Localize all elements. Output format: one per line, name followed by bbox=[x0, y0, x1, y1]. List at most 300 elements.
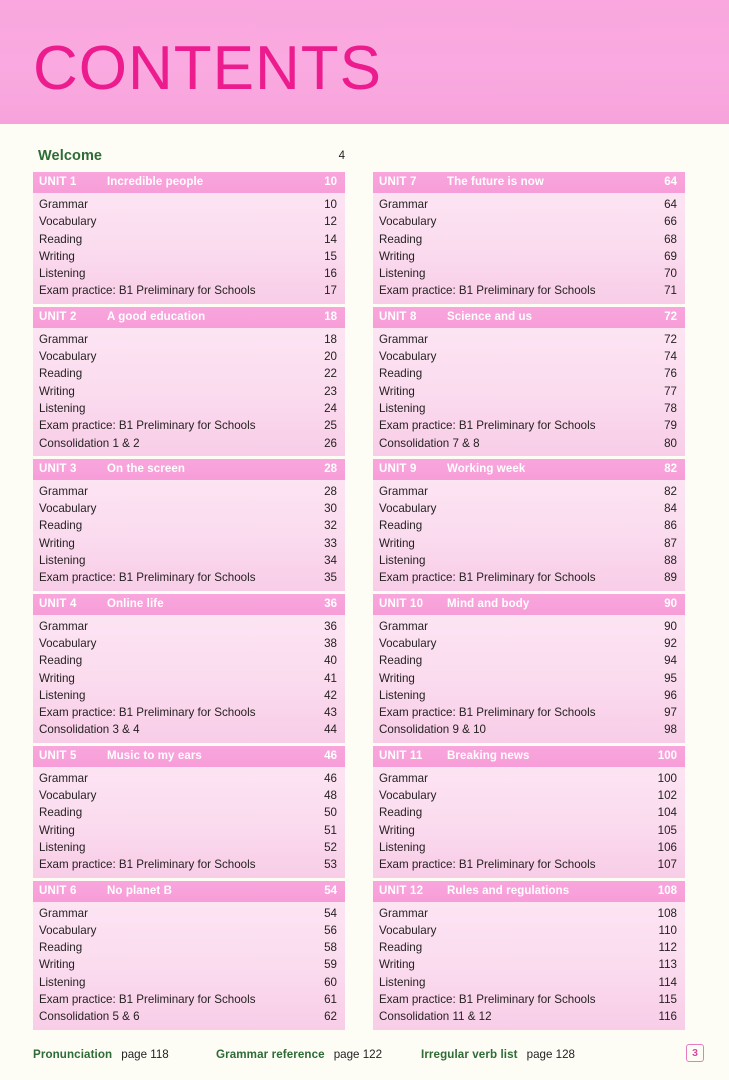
unit-row-label: Reading bbox=[379, 941, 423, 955]
unit-title: On the screen bbox=[107, 462, 185, 475]
unit-row-page-number: 48 bbox=[324, 789, 337, 803]
unit-number: UNIT 12 bbox=[379, 884, 424, 897]
unit-title: Rules and regulations bbox=[447, 884, 570, 897]
unit-row-label: Grammar bbox=[379, 332, 428, 346]
unit-row-page-number: 68 bbox=[664, 232, 677, 246]
unit-header[interactable] bbox=[373, 746, 685, 767]
unit-page-number: 100 bbox=[657, 749, 677, 762]
unit-row-label: Reading bbox=[39, 941, 83, 955]
unit-row[interactable] bbox=[373, 635, 685, 652]
unit-row[interactable] bbox=[373, 839, 685, 856]
unit-row-list bbox=[373, 902, 685, 1030]
unit-number: UNIT 6 bbox=[39, 884, 77, 897]
unit-row-label: Listening bbox=[379, 975, 426, 989]
unit-row-label: Consolidation 1 & 2 bbox=[39, 436, 140, 450]
unit-row[interactable] bbox=[33, 974, 345, 991]
unit-row-page-number: 16 bbox=[324, 267, 337, 281]
unit-header[interactable] bbox=[33, 594, 345, 615]
unit-row[interactable] bbox=[33, 652, 345, 669]
unit-row[interactable] bbox=[33, 991, 345, 1008]
unit-row[interactable] bbox=[373, 939, 685, 956]
unit-row[interactable] bbox=[33, 1008, 345, 1025]
unit-row[interactable] bbox=[33, 365, 345, 382]
unit-header[interactable] bbox=[33, 746, 345, 767]
unit-row-label: Listening bbox=[39, 975, 86, 989]
unit-header[interactable] bbox=[373, 459, 685, 480]
unit-row-page-number: 56 bbox=[324, 923, 337, 937]
unit-row[interactable] bbox=[33, 248, 345, 265]
unit-row[interactable] bbox=[33, 282, 345, 299]
unit-row-label: Vocabulary bbox=[379, 923, 437, 937]
unit-block bbox=[33, 881, 345, 1030]
unit-row-page-number: 54 bbox=[324, 906, 337, 920]
unit-row-label: Exam practice: B1 Preliminary for Schools bbox=[379, 571, 596, 585]
unit-row[interactable] bbox=[373, 552, 685, 569]
unit-row-page-number: 42 bbox=[324, 688, 337, 702]
unit-row-label: Exam practice: B1 Preliminary for Schools bbox=[39, 419, 256, 433]
contents-column-left bbox=[33, 172, 345, 1033]
unit-row-page-number: 115 bbox=[658, 992, 677, 1006]
unit-row[interactable] bbox=[373, 1008, 685, 1025]
unit-block bbox=[373, 307, 685, 456]
unit-row-list bbox=[373, 193, 685, 304]
unit-row-label: Grammar bbox=[39, 619, 88, 633]
unit-row[interactable] bbox=[373, 331, 685, 348]
unit-row-label: Consolidation 7 & 8 bbox=[379, 436, 480, 450]
unit-row[interactable] bbox=[373, 282, 685, 299]
unit-row[interactable] bbox=[373, 652, 685, 669]
unit-row-page-number: 97 bbox=[664, 706, 677, 720]
unit-row-label: Listening bbox=[39, 401, 86, 415]
unit-row[interactable] bbox=[33, 435, 345, 452]
unit-row-label: Writing bbox=[39, 384, 75, 398]
unit-row[interactable] bbox=[33, 552, 345, 569]
unit-row[interactable] bbox=[33, 400, 345, 417]
unit-row[interactable] bbox=[33, 196, 345, 213]
unit-row-label: Vocabulary bbox=[39, 636, 97, 650]
unit-row-label: Writing bbox=[379, 536, 415, 550]
unit-row-page-number: 114 bbox=[658, 975, 677, 989]
unit-row-page-number: 108 bbox=[657, 906, 677, 920]
unit-page-number: 28 bbox=[324, 462, 337, 475]
unit-title: Mind and body bbox=[447, 597, 530, 610]
page-title: CONTENTS bbox=[33, 34, 382, 103]
unit-row-page-number: 25 bbox=[324, 419, 337, 433]
unit-row-page-number: 90 bbox=[664, 619, 677, 633]
unit-row-label: Consolidation 3 & 4 bbox=[39, 723, 140, 737]
unit-row-list bbox=[373, 480, 685, 591]
unit-row-label: Vocabulary bbox=[39, 215, 97, 229]
unit-row-label: Grammar bbox=[379, 771, 428, 785]
unit-row-label: Consolidation 5 & 6 bbox=[39, 1010, 140, 1024]
unit-row-label: Vocabulary bbox=[379, 789, 437, 803]
unit-title: Online life bbox=[107, 597, 164, 610]
contents-column-right bbox=[373, 172, 685, 1033]
unit-number: UNIT 11 bbox=[379, 749, 423, 762]
unit-row[interactable] bbox=[373, 483, 685, 500]
unit-row-list bbox=[33, 767, 345, 878]
unit-row[interactable] bbox=[373, 569, 685, 586]
unit-row-label: Listening bbox=[379, 401, 426, 415]
unit-row[interactable] bbox=[373, 787, 685, 804]
unit-header[interactable] bbox=[373, 307, 685, 328]
unit-row[interactable] bbox=[33, 483, 345, 500]
unit-row-page-number: 61 bbox=[324, 992, 337, 1006]
unit-row-label: Vocabulary bbox=[39, 923, 97, 937]
footer-page-ref: page 128 bbox=[526, 1048, 575, 1061]
unit-row-page-number: 102 bbox=[657, 789, 677, 803]
unit-row[interactable] bbox=[33, 500, 345, 517]
unit-row-page-number: 43 bbox=[324, 706, 337, 720]
unit-block bbox=[373, 459, 685, 591]
unit-row-page-number: 34 bbox=[324, 554, 337, 568]
unit-row-page-number: 22 bbox=[324, 367, 337, 381]
unit-row-label: Reading bbox=[379, 654, 423, 668]
unit-row[interactable] bbox=[373, 400, 685, 417]
unit-row-page-number: 62 bbox=[324, 1010, 337, 1024]
unit-row[interactable] bbox=[33, 213, 345, 230]
unit-row[interactable] bbox=[373, 704, 685, 721]
unit-row-page-number: 69 bbox=[664, 249, 677, 263]
unit-row[interactable] bbox=[373, 822, 685, 839]
unit-row-list bbox=[33, 193, 345, 304]
unit-row[interactable] bbox=[373, 956, 685, 973]
unit-block bbox=[33, 172, 345, 304]
unit-row-label: Consolidation 9 & 10 bbox=[379, 723, 486, 737]
unit-row[interactable] bbox=[33, 770, 345, 787]
unit-row-page-number: 107 bbox=[657, 858, 677, 872]
unit-row[interactable] bbox=[33, 348, 345, 365]
unit-row-label: Reading bbox=[379, 519, 423, 533]
unit-number: UNIT 7 bbox=[379, 176, 417, 188]
unit-row[interactable] bbox=[33, 905, 345, 922]
unit-row-label: Reading bbox=[379, 232, 423, 246]
unit-row-page-number: 64 bbox=[664, 198, 677, 211]
unit-row-page-number: 10 bbox=[324, 198, 337, 211]
unit-page-number: 46 bbox=[324, 749, 337, 762]
unit-row-label: Exam practice: B1 Preliminary for Schools bbox=[379, 858, 596, 872]
footer-page-ref: page 118 bbox=[121, 1048, 169, 1061]
unit-row-label: Writing bbox=[39, 249, 75, 263]
unit-row-label: Exam practice: B1 Preliminary for Schools bbox=[39, 571, 256, 585]
unit-row-page-number: 38 bbox=[324, 636, 337, 650]
unit-title: Science and us bbox=[447, 310, 533, 323]
unit-row-label: Vocabulary bbox=[379, 502, 437, 516]
unit-row-label: Exam practice: B1 Preliminary for Schools bbox=[39, 992, 256, 1006]
unit-page-number: 90 bbox=[664, 597, 677, 610]
unit-row-page-number: 98 bbox=[664, 723, 677, 737]
unit-row[interactable] bbox=[373, 500, 685, 517]
unit-row-list bbox=[373, 328, 685, 456]
unit-row-list bbox=[373, 615, 685, 743]
unit-row[interactable] bbox=[373, 383, 685, 400]
unit-title: Incredible people bbox=[107, 176, 204, 188]
unit-row-label: Grammar bbox=[39, 771, 88, 785]
unit-row-page-number: 12 bbox=[324, 215, 337, 229]
unit-block bbox=[33, 594, 345, 743]
unit-row[interactable] bbox=[373, 248, 685, 265]
unit-page-number: 108 bbox=[657, 884, 677, 897]
unit-header[interactable] bbox=[33, 881, 345, 902]
unit-row-list bbox=[33, 902, 345, 1030]
unit-row-label: Consolidation 11 & 12 bbox=[379, 1010, 492, 1024]
unit-row[interactable] bbox=[33, 787, 345, 804]
unit-page-number: 64 bbox=[664, 176, 677, 188]
unit-row-page-number: 50 bbox=[324, 806, 337, 820]
unit-title: Music to my ears bbox=[107, 749, 202, 762]
unit-row-list bbox=[33, 480, 345, 591]
unit-row[interactable] bbox=[373, 770, 685, 787]
unit-row-page-number: 14 bbox=[324, 232, 337, 246]
unit-row[interactable] bbox=[33, 417, 345, 434]
unit-row[interactable] bbox=[373, 213, 685, 230]
masthead-band bbox=[0, 0, 729, 124]
unit-row-page-number: 51 bbox=[324, 823, 337, 837]
unit-row-label: Vocabulary bbox=[379, 215, 437, 229]
unit-row-page-number: 74 bbox=[664, 350, 677, 364]
unit-row[interactable] bbox=[373, 922, 685, 939]
unit-row-page-number: 33 bbox=[324, 536, 337, 550]
unit-row-page-number: 77 bbox=[664, 384, 677, 398]
footer-entry-grammar-reference[interactable] bbox=[216, 1048, 382, 1061]
unit-row[interactable] bbox=[373, 618, 685, 635]
unit-row-page-number: 46 bbox=[324, 771, 337, 785]
unit-row[interactable] bbox=[33, 265, 345, 282]
unit-row-label: Listening bbox=[39, 688, 86, 702]
unit-row[interactable] bbox=[373, 721, 685, 738]
unit-row-page-number: 52 bbox=[324, 840, 337, 854]
unit-row[interactable] bbox=[33, 517, 345, 534]
unit-row-page-number: 59 bbox=[324, 958, 337, 972]
unit-block bbox=[373, 172, 685, 304]
unit-row-page-number: 84 bbox=[664, 502, 677, 516]
unit-title: No planet B bbox=[107, 884, 172, 897]
unit-number: UNIT 4 bbox=[39, 597, 77, 610]
unit-block bbox=[33, 746, 345, 878]
unit-row-label: Reading bbox=[39, 806, 83, 820]
unit-row-page-number: 66 bbox=[664, 215, 677, 229]
unit-row[interactable] bbox=[33, 956, 345, 973]
unit-row[interactable] bbox=[373, 905, 685, 922]
unit-row[interactable] bbox=[33, 721, 345, 738]
footer-entry-irregular-verb-list[interactable] bbox=[421, 1048, 575, 1061]
unit-row-label: Listening bbox=[39, 554, 86, 568]
unit-row-page-number: 105 bbox=[657, 823, 677, 837]
unit-page-number: 10 bbox=[324, 176, 337, 188]
contents-page bbox=[0, 124, 729, 1080]
unit-row-label: Grammar bbox=[379, 619, 428, 633]
unit-row-label: Writing bbox=[379, 249, 415, 263]
unit-row-page-number: 116 bbox=[658, 1010, 677, 1024]
unit-row[interactable] bbox=[373, 196, 685, 213]
unit-row-label: Exam practice: B1 Preliminary for Schools bbox=[39, 706, 256, 720]
unit-row-label: Writing bbox=[379, 958, 415, 972]
unit-row-label: Exam practice: B1 Preliminary for Schools bbox=[379, 284, 596, 298]
unit-row-page-number: 60 bbox=[324, 975, 337, 989]
unit-row[interactable] bbox=[33, 822, 345, 839]
unit-row-page-number: 72 bbox=[664, 332, 677, 346]
unit-row[interactable] bbox=[33, 856, 345, 873]
unit-row-page-number: 94 bbox=[664, 654, 677, 668]
unit-row-page-number: 18 bbox=[324, 332, 337, 346]
unit-row[interactable] bbox=[33, 704, 345, 721]
unit-row[interactable] bbox=[33, 839, 345, 856]
unit-row-label: Exam practice: B1 Preliminary for Schools bbox=[379, 992, 596, 1006]
unit-row[interactable] bbox=[33, 618, 345, 635]
unit-row[interactable] bbox=[373, 670, 685, 687]
unit-row-label: Grammar bbox=[379, 906, 428, 920]
unit-row-label: Grammar bbox=[379, 484, 428, 498]
unit-block bbox=[33, 459, 345, 591]
unit-number: UNIT 2 bbox=[39, 310, 77, 323]
unit-row[interactable] bbox=[373, 348, 685, 365]
unit-row[interactable] bbox=[373, 687, 685, 704]
unit-header[interactable] bbox=[373, 172, 685, 193]
unit-row-page-number: 71 bbox=[664, 284, 677, 298]
unit-row-label: Reading bbox=[39, 367, 83, 381]
unit-row-label: Vocabulary bbox=[379, 636, 437, 650]
unit-row[interactable] bbox=[33, 535, 345, 552]
unit-row-page-number: 28 bbox=[324, 484, 337, 498]
unit-row[interactable] bbox=[373, 265, 685, 282]
unit-row[interactable] bbox=[33, 922, 345, 939]
unit-row-page-number: 76 bbox=[664, 367, 677, 381]
unit-row-label: Reading bbox=[39, 232, 83, 246]
unit-row-page-number: 17 bbox=[324, 284, 337, 298]
unit-row[interactable] bbox=[373, 535, 685, 552]
unit-row-page-number: 24 bbox=[324, 401, 337, 415]
unit-row-page-number: 30 bbox=[324, 502, 337, 516]
unit-block bbox=[373, 746, 685, 878]
unit-block bbox=[373, 594, 685, 743]
unit-header[interactable] bbox=[33, 307, 345, 328]
unit-number: UNIT 5 bbox=[39, 749, 77, 762]
unit-row[interactable] bbox=[33, 687, 345, 704]
unit-title: A good education bbox=[107, 310, 206, 323]
unit-row-label: Writing bbox=[39, 823, 75, 837]
unit-row-page-number: 104 bbox=[657, 806, 677, 820]
unit-row-page-number: 92 bbox=[664, 636, 677, 650]
unit-row-label: Listening bbox=[39, 840, 86, 854]
unit-row-label: Listening bbox=[379, 554, 426, 568]
unit-number: UNIT 10 bbox=[379, 597, 424, 610]
unit-row-label: Writing bbox=[39, 671, 75, 685]
unit-row-page-number: 100 bbox=[657, 771, 677, 785]
unit-header[interactable] bbox=[33, 459, 345, 480]
unit-row-page-number: 88 bbox=[664, 554, 677, 568]
unit-row-page-number: 58 bbox=[324, 941, 337, 955]
unit-title: The future is now bbox=[447, 176, 544, 188]
page-footer bbox=[0, 1048, 729, 1080]
unit-row-list bbox=[33, 615, 345, 743]
unit-row[interactable] bbox=[373, 435, 685, 452]
unit-row-label: Grammar bbox=[39, 484, 88, 498]
unit-row[interactable] bbox=[33, 569, 345, 586]
unit-row-label: Listening bbox=[379, 267, 426, 281]
unit-row-label: Exam practice: B1 Preliminary for Schools bbox=[39, 858, 256, 872]
unit-row[interactable] bbox=[373, 991, 685, 1008]
unit-row-page-number: 82 bbox=[664, 484, 677, 498]
welcome-label: Welcome bbox=[38, 148, 103, 164]
unit-header[interactable] bbox=[373, 594, 685, 615]
unit-row-label: Writing bbox=[379, 823, 415, 837]
unit-row-page-number: 41 bbox=[324, 671, 337, 685]
unit-row[interactable] bbox=[373, 417, 685, 434]
unit-row-page-number: 96 bbox=[664, 688, 677, 702]
unit-row[interactable] bbox=[373, 804, 685, 821]
unit-row-label: Writing bbox=[379, 671, 415, 685]
unit-row-label: Exam practice: B1 Preliminary for Schools bbox=[39, 284, 256, 298]
welcome-entry[interactable] bbox=[33, 148, 345, 168]
unit-row-page-number: 80 bbox=[664, 436, 677, 450]
unit-number: UNIT 1 bbox=[39, 176, 77, 188]
unit-row[interactable] bbox=[33, 804, 345, 821]
unit-row-page-number: 78 bbox=[664, 401, 677, 415]
unit-row[interactable] bbox=[33, 635, 345, 652]
unit-row[interactable] bbox=[33, 939, 345, 956]
unit-row-page-number: 87 bbox=[664, 536, 677, 550]
unit-row-page-number: 53 bbox=[324, 858, 337, 872]
unit-row-page-number: 79 bbox=[664, 419, 677, 433]
unit-row-page-number: 113 bbox=[658, 958, 677, 972]
unit-row-list bbox=[33, 328, 345, 456]
unit-row[interactable] bbox=[373, 974, 685, 991]
unit-row-page-number: 36 bbox=[324, 619, 337, 633]
unit-header[interactable] bbox=[373, 881, 685, 902]
unit-row-label: Grammar bbox=[379, 198, 428, 211]
unit-row-label: Vocabulary bbox=[379, 350, 437, 364]
unit-number: UNIT 9 bbox=[379, 462, 417, 475]
unit-row-label: Vocabulary bbox=[39, 502, 97, 516]
unit-row-label: Vocabulary bbox=[39, 350, 97, 364]
unit-row-page-number: 86 bbox=[664, 519, 677, 533]
unit-row-label: Grammar bbox=[39, 198, 88, 211]
unit-row-label: Reading bbox=[39, 654, 83, 668]
unit-row[interactable] bbox=[33, 331, 345, 348]
unit-row-page-number: 20 bbox=[324, 350, 337, 364]
unit-row-page-number: 110 bbox=[658, 923, 677, 937]
welcome-page-number: 4 bbox=[338, 150, 345, 162]
unit-block bbox=[373, 881, 685, 1030]
unit-row-list bbox=[373, 767, 685, 878]
unit-page-number: 36 bbox=[324, 597, 337, 610]
unit-title: Breaking news bbox=[447, 749, 530, 762]
unit-row-label: Grammar bbox=[39, 332, 88, 346]
unit-row[interactable] bbox=[33, 670, 345, 687]
unit-row[interactable] bbox=[33, 383, 345, 400]
unit-row[interactable] bbox=[33, 231, 345, 248]
unit-row-label: Writing bbox=[379, 384, 415, 398]
unit-row[interactable] bbox=[373, 856, 685, 873]
unit-page-number: 54 bbox=[324, 884, 337, 897]
unit-row-label: Listening bbox=[39, 267, 86, 281]
unit-row-label: Grammar bbox=[39, 906, 88, 920]
footer-page-ref: page 122 bbox=[333, 1048, 383, 1061]
unit-row-label: Reading bbox=[379, 806, 423, 820]
page-number-badge: 3 bbox=[686, 1044, 704, 1062]
unit-page-number: 82 bbox=[664, 462, 677, 475]
unit-row-page-number: 23 bbox=[324, 384, 337, 398]
unit-page-number: 72 bbox=[664, 310, 677, 323]
unit-row-page-number: 40 bbox=[324, 654, 337, 668]
unit-header[interactable] bbox=[33, 172, 345, 193]
footer-entry-pronunciation[interactable] bbox=[33, 1048, 169, 1061]
unit-row[interactable] bbox=[373, 517, 685, 534]
unit-number: UNIT 3 bbox=[39, 462, 77, 475]
unit-row[interactable] bbox=[373, 365, 685, 382]
unit-row[interactable] bbox=[373, 231, 685, 248]
unit-row-page-number: 35 bbox=[324, 571, 337, 585]
